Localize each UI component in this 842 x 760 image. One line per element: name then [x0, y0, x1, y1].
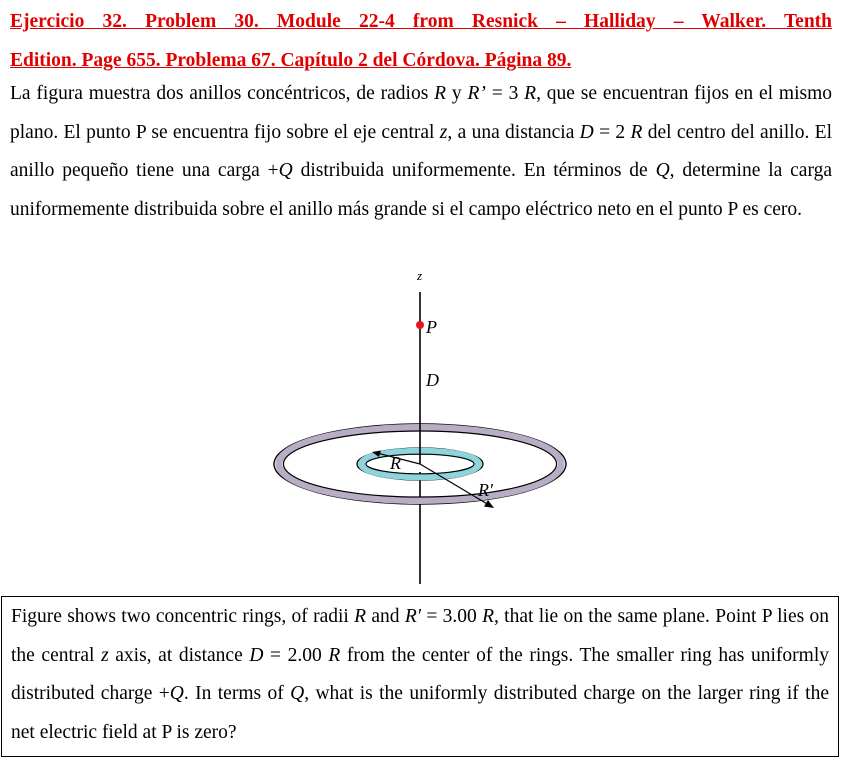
- variable-R: R: [354, 606, 367, 627]
- text-segment: = 3.00: [421, 606, 483, 627]
- variable-Q: Q: [278, 160, 293, 181]
- text-segment: = 2.00: [263, 644, 329, 666]
- variable-R: R: [524, 83, 537, 104]
- variable-Q: Q: [655, 160, 670, 181]
- spanish-statement: [10, 75, 832, 229]
- variable-z: z: [101, 644, 109, 666]
- exercise-title: [10, 2, 832, 80]
- text-segment: La figura muestra dos anillos concéntricos, de radios: [10, 83, 435, 104]
- concentric-rings-figure: [260, 262, 590, 592]
- point-P: [416, 321, 424, 329]
- variable-R: R: [434, 83, 447, 104]
- label-D: D: [426, 370, 439, 390]
- variable-D: D: [579, 121, 594, 143]
- variable-R: R: [482, 606, 494, 627]
- variable-D: D: [249, 644, 264, 666]
- english-statement: [11, 598, 829, 752]
- label-P: P: [426, 317, 437, 337]
- title-line-1: Ejercicio 32. Problem 30. Module 22-4 from Resnick – Halliday – Walker. Tenth: [10, 11, 832, 32]
- text-segment: and: [366, 606, 405, 627]
- title-line-2: Edition. Page 655. Problema 67. Capítulo 2 del Córdova. Página 89.: [10, 50, 572, 71]
- variable-R-prime: R′: [404, 606, 422, 627]
- text-segment: . In terms of: [183, 683, 291, 704]
- variable-Q: Q: [169, 683, 184, 704]
- text-segment: = 2: [593, 121, 631, 143]
- text-segment: distribuida uniformemente. En términos de: [292, 160, 656, 181]
- text-segment: del centro del anillo. El anillo pequeño tiene una carga +: [10, 121, 832, 181]
- label-R: R: [390, 453, 401, 473]
- radius-Rprime-arrowhead: [484, 500, 494, 508]
- text-segment: = 3: [485, 83, 525, 104]
- label-z: z: [417, 268, 423, 283]
- variable-Q: Q: [290, 683, 305, 704]
- english-statement-box: [1, 596, 839, 757]
- variable-R-prime: R’: [467, 83, 486, 104]
- text-segment: y: [446, 83, 468, 104]
- label-Rprime: R′: [478, 480, 493, 500]
- text-segment: , que se encuentran fijos en el mismo plano. El punto P se encuentra fijo sobre el eje central: [10, 83, 832, 143]
- text-segment: axis, at distance: [108, 644, 250, 666]
- text-segment: , that lie on the same plane. Point P lies on the central: [11, 606, 830, 666]
- text-segment: , determine la carga uniformemente distribuida sobre el anillo más grande si el campo eléctrico neto en el punto P es cero.: [10, 160, 832, 220]
- variable-z: z: [439, 121, 448, 143]
- text-segment: , what is the uniformly distributed charge on the larger ring if the net electric field at P is zero?: [11, 683, 830, 743]
- text-segment: from the center of the rings. The smaller ring has uniformly distributed charge +: [11, 644, 829, 704]
- variable-R: R: [328, 644, 341, 666]
- text-segment: , a una distancia: [447, 121, 580, 143]
- text-segment: Figure shows two concentric rings, of radii: [11, 606, 355, 627]
- variable-R: R: [630, 121, 643, 143]
